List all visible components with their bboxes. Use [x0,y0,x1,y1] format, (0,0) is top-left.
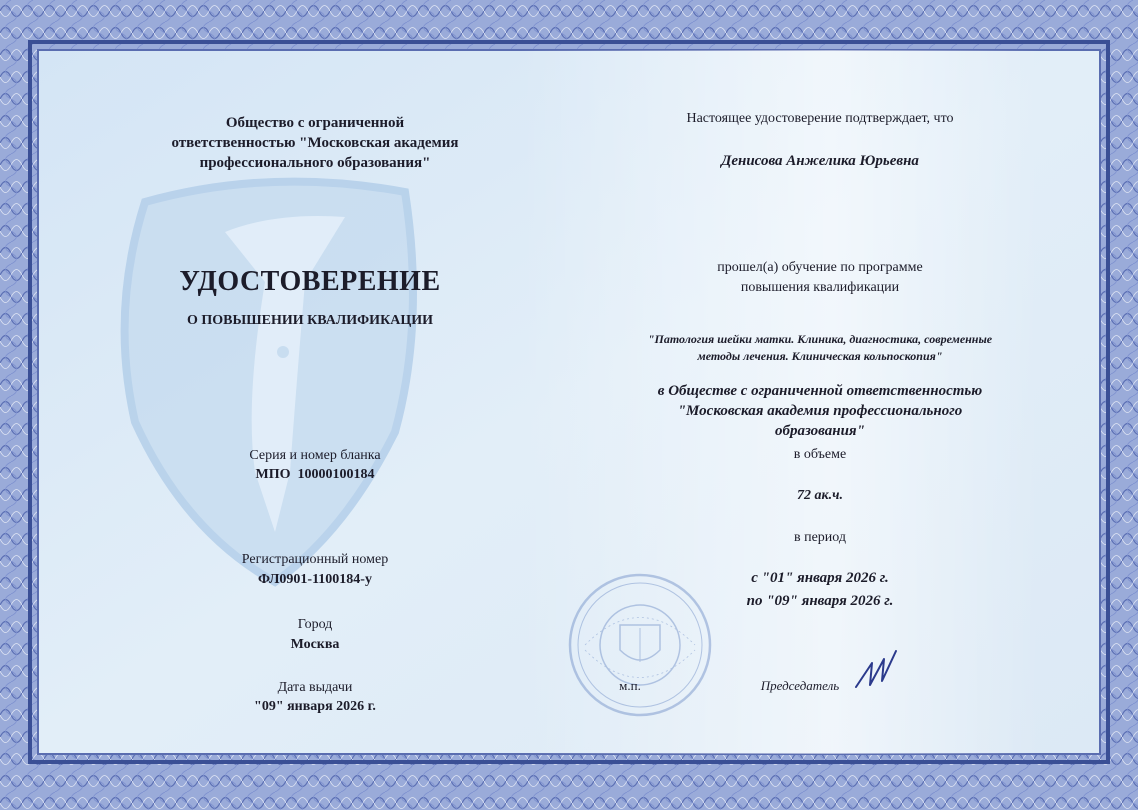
blank-number: МПО 10000100184 [255,467,375,482]
period-to: по "09" января 2026 г. [746,593,894,609]
chairman-label: Председатель [760,678,840,693]
confirmation-text: Настоящее удостоверение подтверждает, что [686,111,954,126]
period-from: с "01" января 2026 г. [751,570,889,586]
period-label: в период [793,530,847,545]
seal-stamp-icon [565,570,715,720]
issue-date-value: "09" января 2026 г. [254,699,376,714]
volume-label: в объеме [793,447,847,462]
blank-label: Серия и номер бланка [249,448,381,463]
training-line-1: прошел(а) обучение по программе [717,260,923,275]
program-line-1: "Патология шейки матки. Клиника, диагностика, современные [647,332,993,346]
issue-date-label: Дата выдачи [277,680,353,695]
registration-label: Регистрационный номер [241,552,389,567]
city-label: Город [297,617,333,632]
city-value: Москва [290,637,340,652]
document-title: УДОСТОВЕРЕНИЕ [179,266,441,297]
institution-line-3: образования" [775,423,865,439]
institution-line-2: "Московская академия профессионального [677,403,963,419]
institution-line-1: в Обществе с ограниченной ответственностью [657,383,983,399]
shield-emblem-icon [105,172,435,592]
organization-line-1: Общество с ограниченной [225,115,405,131]
training-line-2: повышения квалификации [740,280,900,295]
stamp-place-label: м.п. [619,678,641,693]
signature-icon [850,645,910,695]
registration-number: ФЛ0901-1100184-у [258,572,372,587]
document-subtitle: О ПОВЫШЕНИИ КВАЛИФИКАЦИИ [186,313,434,328]
holder-name: Денисова Анжелика Юрьевна [721,153,919,169]
organization-line-3: профессионального образования" [199,155,431,171]
program-line-2: методы лечения. Клиническая кольпоскопия" [697,349,943,363]
volume-value: 72 ак.ч. [797,488,843,503]
organization-line-2: ответственностью "Московская академия [171,135,459,151]
